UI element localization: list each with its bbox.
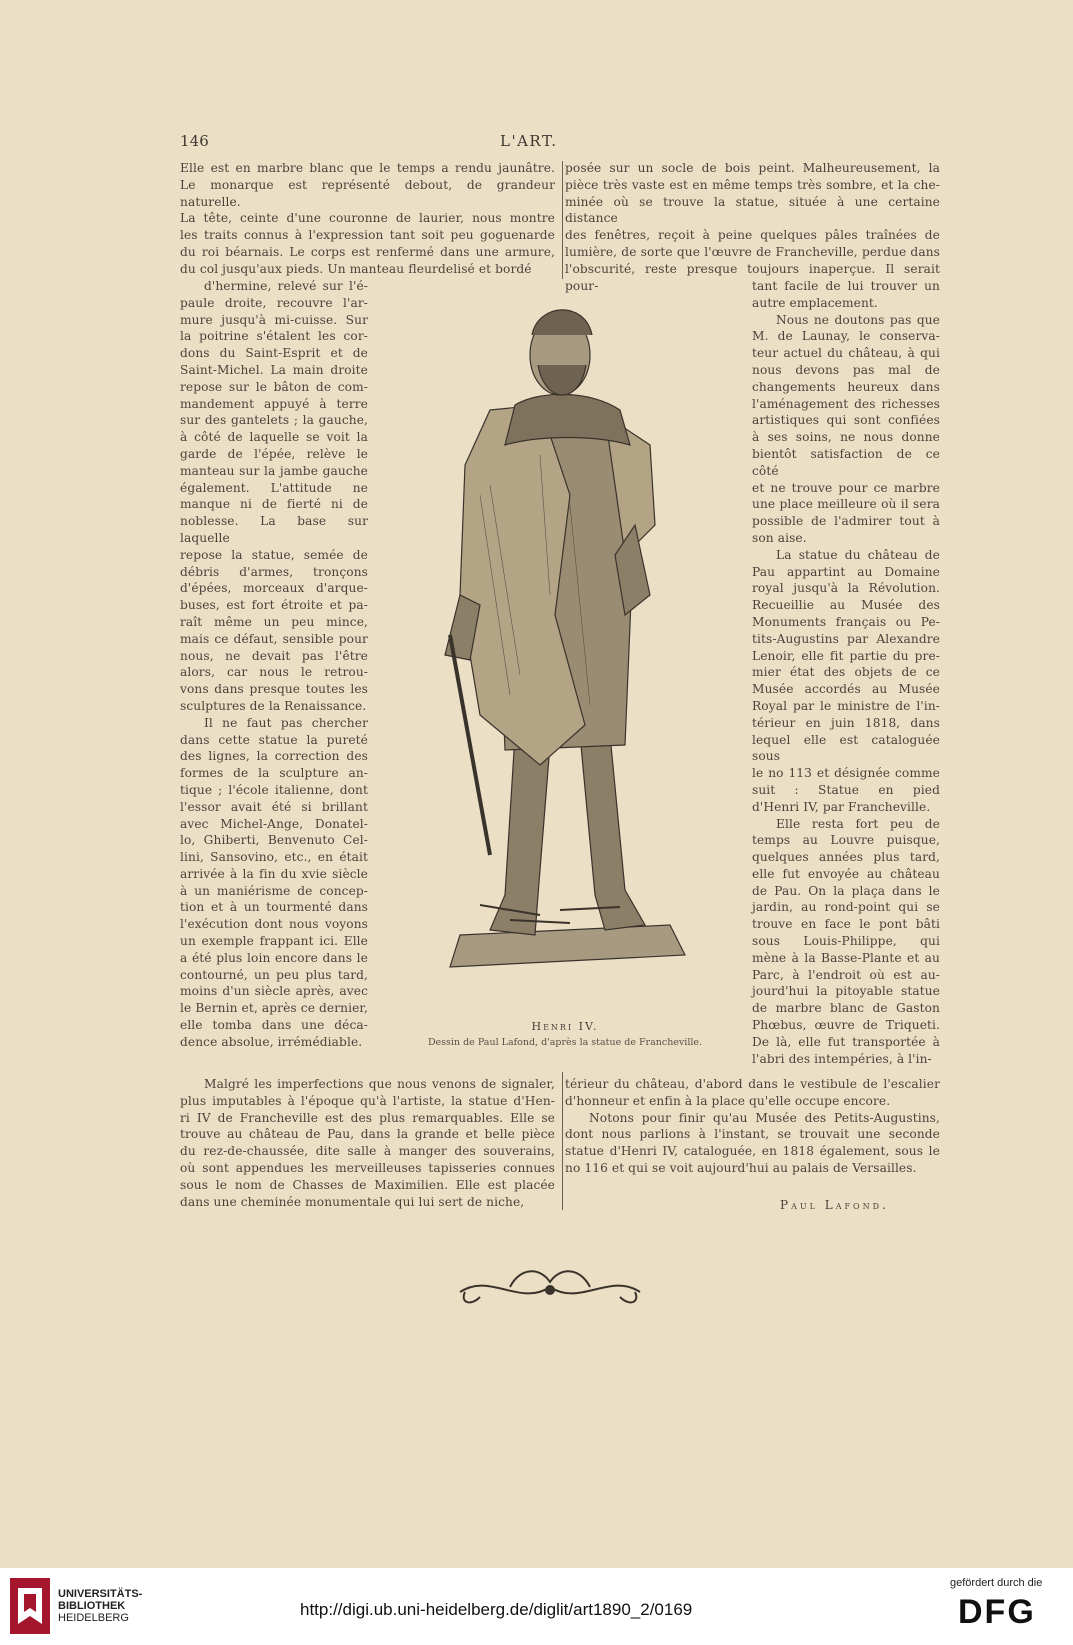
text-line: de Pau. On la plaça dans le (752, 883, 940, 898)
text-line: nous, ne devait pas l'être (180, 648, 368, 663)
text-line: statue d'Henri IV, cataloguée, en 1818 également, sous le (565, 1144, 940, 1159)
text-line: ri IV de Francheville est des plus remarquables. Elle se (180, 1110, 555, 1125)
left-column-narrow (180, 278, 368, 1051)
column-rule-bottom (562, 1072, 563, 1210)
text-line: Parc, à l'endroit où est au- (752, 967, 940, 982)
figure-caption-title: Henri IV. (531, 1020, 599, 1033)
text-line: sous le nom de Chasses de Maximilien. Elle est placée (180, 1177, 555, 1192)
right-column-narrow (752, 278, 940, 1067)
text-line: raît même un peu mince, (180, 614, 368, 629)
text-line: Recueillie au Musée des (752, 598, 940, 613)
text-line: pièce très vaste est en même temps très sombre, et la che- (565, 177, 940, 192)
text-line: à un maniérisme de concep- (180, 883, 368, 898)
column-rule-top (562, 161, 563, 279)
text-line: Pau appartint au Domaine (752, 564, 940, 579)
text-line: repose sur le bâton de com- (180, 379, 368, 394)
text-line: Malgré les imperfections que nous venons de signaler, (204, 1077, 555, 1091)
left-column-bottom (180, 1076, 555, 1210)
permalink-url[interactable]: http://digi.ub.uni-heidelberg.de/diglit/art1890_2/0169 (300, 1600, 693, 1619)
text-line: arrivée à la fin du xvie siècle (180, 866, 368, 881)
statue-engraving (420, 295, 710, 1035)
fleuron-ornament-icon (450, 1262, 650, 1312)
text-line: moins d'un siècle après, avec (180, 984, 368, 999)
text-line: où sont appendues les merveilleuses tapisseries connues (180, 1160, 555, 1175)
text-line: Il ne faut pas chercher (204, 715, 368, 730)
text-line: autre emplacement. (752, 295, 878, 310)
text-line: De là, elle fut transportée à (752, 1034, 940, 1049)
text-line: elle fut envoyée au château (752, 866, 940, 881)
text-line: sur des gantelets ; la gauche, (180, 413, 368, 428)
text-line: lo, Ghiberti, Benvenuto Cel- (180, 833, 368, 848)
text-line: Monuments français ou Pe- (752, 614, 940, 629)
text-line: suit : Statue en pied (752, 782, 940, 797)
text-line: dons du Saint-Esprit et de (180, 346, 368, 361)
text-line: paule droite, recouvre l'ar- (180, 295, 368, 310)
text-line: l'aménagement des richesses (752, 396, 940, 411)
text-line: dans cette statue la pureté (180, 732, 368, 747)
text-line: manque ni de fierté ni de (180, 497, 368, 512)
text-line: son aise. (752, 530, 807, 545)
library-name (58, 1588, 142, 1624)
text-line: Phœbus, œuvre de Triqueti. (752, 1018, 940, 1033)
text-line: noblesse. La base sur laquelle (180, 514, 368, 545)
text-line: Lenoir, elle fit partie du pre- (752, 648, 940, 663)
text-line: également. L'attitude ne (180, 480, 368, 495)
text-line: quelques années plus tard, (752, 850, 940, 865)
text-line: La statue du château de (776, 547, 940, 562)
text-line: dans une cheminée monumentale qui lui sert de niche, (180, 1194, 525, 1209)
author-signature: Paul Lafond. (780, 1198, 889, 1212)
text-line: du col jusqu'aux pieds. Un manteau fleurdelisé et bordé (180, 261, 532, 276)
text-line: des fenêtres, reçoit à peine quelques pâles traînées de (565, 228, 940, 243)
text-line: lini, Sansovino, etc., en était (180, 850, 368, 865)
text-line: Saint-Michel. La main droite (180, 362, 368, 377)
text-line: des lignes, la correction des (180, 749, 368, 764)
text-line: royal jusqu'à la Révolution. (752, 581, 940, 596)
text-line: térieur du château, d'abord dans le vestibule de l'escalier (565, 1077, 940, 1091)
text-line: a été plus loin encore dans le (180, 950, 368, 965)
library-name-line2: BIBLIOTHEK (58, 1600, 126, 1612)
text-line: l'exécution dont nous voyons (180, 917, 368, 932)
text-line: à côté de laquelle se voit la (180, 430, 368, 445)
text-line: tant facile de lui trouver un (752, 279, 940, 293)
text-line: la poitrine s'étalent les cor- (180, 329, 368, 344)
text-line: artistiques qui sont confiées (752, 413, 940, 428)
library-name-line1: UNIVERSITÄTS- (58, 1588, 143, 1600)
right-column-top (565, 160, 940, 294)
text-line: sous Louis-Philippe, qui (752, 934, 940, 949)
text-line: Le monarque est représenté debout, de grandeur naturelle. (180, 177, 555, 209)
text-line: du rez-de-chaussée, dite salle à manger des souverains, (180, 1144, 555, 1159)
text-line: nous devons pas mal de (752, 362, 940, 377)
text-line: jardin, au rond-point qui se (752, 900, 940, 915)
text-line: d'épées, morceaux d'arque- (180, 581, 368, 596)
text-line: débris d'armes, tronçons (180, 564, 368, 579)
text-line: elle tomba dans une déca- (180, 1018, 368, 1033)
text-line: avec Michel-Ange, Donatel- (180, 816, 368, 831)
text-line: le Bernin et, après ce dernier, (180, 1001, 368, 1016)
text-line: alors, car nous le retrou- (180, 665, 368, 680)
text-line: posée sur un socle de bois peint. Malheureusement, la (565, 161, 940, 175)
figure-caption-credit: Dessin de Paul Lafond, d'après la statue de Francheville. (427, 1037, 703, 1048)
text-line: l'abri des intempéries, à l'in- (752, 1051, 932, 1066)
text-line: La tête, ceinte d'une couronne de laurier, nous montre (180, 211, 555, 226)
text-line: mandement appuyé à terre (180, 396, 368, 411)
text-line: manteau sur la jambe gauche (180, 463, 368, 478)
text-line: les traits connus à l'expression tant soit peu goguenarde (180, 228, 555, 243)
text-line: sculptures de la Renaissance. (180, 698, 367, 713)
text-line: M. de Launay, le conserva- (752, 329, 940, 344)
text-line: Elle est en marbre blanc que le temps a rendu jaunâtre. (180, 161, 555, 175)
text-line: Nous ne doutons pas que (776, 312, 940, 327)
text-line: bientôt satisfaction de ce côté (752, 446, 940, 478)
text-line: l'obscurité, reste presque toujours inaperçue. Il serait pour- (565, 261, 940, 293)
text-line: d'hermine, relevé sur l'é- (204, 279, 368, 293)
text-line: changements heureux dans (752, 379, 940, 394)
text-line: à ses soins, ne nous donne (752, 430, 940, 445)
page-number: 146 (180, 132, 209, 150)
text-line: et ne trouve pour ce marbre (752, 480, 940, 495)
text-line: de marbre blanc de Gaston (752, 1001, 940, 1016)
text-line: contourné, un peu plus tard, (180, 967, 368, 982)
text-line: du roi béarnais. Le corps est renfermé dans une armure, (180, 244, 555, 259)
text-line: dont nous parlions à l'instant, se trouvait une seconde (565, 1127, 940, 1142)
left-column-top (180, 160, 555, 278)
text-line: mure jusqu'à mi-cuisse. Sur (180, 312, 368, 327)
text-line: jourd'hui la pitoyable statue (752, 984, 940, 999)
running-title: L'ART. (500, 132, 558, 150)
text-line: temps au Louvre puisque, (752, 833, 940, 848)
text-line: un exemple frappant ici. Elle (180, 934, 368, 949)
text-line: lequel elle est cataloguée sous (752, 732, 940, 764)
text-line: une place meilleure où il sera (752, 497, 940, 512)
text-line: Musée accordés au Musée (752, 682, 940, 697)
text-line: le no 113 et désignée comme (752, 766, 940, 781)
text-line: Elle resta fort peu de (776, 816, 940, 831)
text-line: repose la statue, semée de (180, 547, 368, 562)
text-line: trouve en face le pont bâti (752, 917, 940, 932)
text-line: possible de l'admirer tout à (752, 514, 940, 529)
text-line: teur actuel du château, à qui (752, 346, 940, 361)
library-name-line3: HEIDELBERG (58, 1612, 129, 1624)
text-line: Notons pour finir qu'au Musée des Petits-Augustins, (589, 1110, 940, 1125)
text-line: mier état des objets de ce (752, 665, 940, 680)
text-line: lumière, de sorte que l'œuvre de Francheville, perdue dans (565, 244, 940, 259)
text-line: buses, est fort étroite et pa- (180, 598, 368, 613)
text-line: garde de l'épée, relève le (180, 446, 368, 461)
text-line: térieur en juin 1818, dans (752, 715, 940, 730)
funding-note: gefördert durch die (950, 1577, 1043, 1589)
text-line: tion et à un tourmenté dans (180, 900, 368, 915)
text-line: l'essor avait été si brillant (180, 799, 368, 814)
text-line: d'Henri IV, par Francheville. (752, 799, 931, 814)
right-column-bottom (565, 1076, 940, 1177)
text-line: plus imputables à l'époque qu'à l'artiste, la statue d'Hen- (180, 1093, 555, 1108)
text-line: vons dans presque toutes les (180, 682, 368, 697)
text-line: Royal par le ministre de l'in- (752, 698, 940, 713)
text-line: tits-Augustins par Alexandre (752, 631, 940, 646)
text-line: formes de la sculpture an- (180, 766, 368, 781)
university-library-logo-icon (10, 1578, 50, 1634)
text-line: mène à la Basse-Plante et au (752, 950, 940, 965)
text-line: dence absolue, irrémédiable. (180, 1034, 363, 1049)
text-line: trouve au château de Pau, dans la grande et belle pièce (180, 1127, 555, 1142)
text-line: mais ce défaut, sensible pour (180, 631, 368, 646)
text-line: d'honneur et enfin à la place qu'elle occupe encore. (565, 1093, 891, 1108)
dfg-logo: DFG (958, 1593, 1036, 1631)
text-line: no 116 et qui se voit aujourd'hui au palais de Versailles. (565, 1160, 917, 1175)
text-line: tique ; l'école italienne, dont (180, 782, 368, 797)
text-line: minée où se trouve la statue, située à une certaine distance (565, 194, 940, 226)
